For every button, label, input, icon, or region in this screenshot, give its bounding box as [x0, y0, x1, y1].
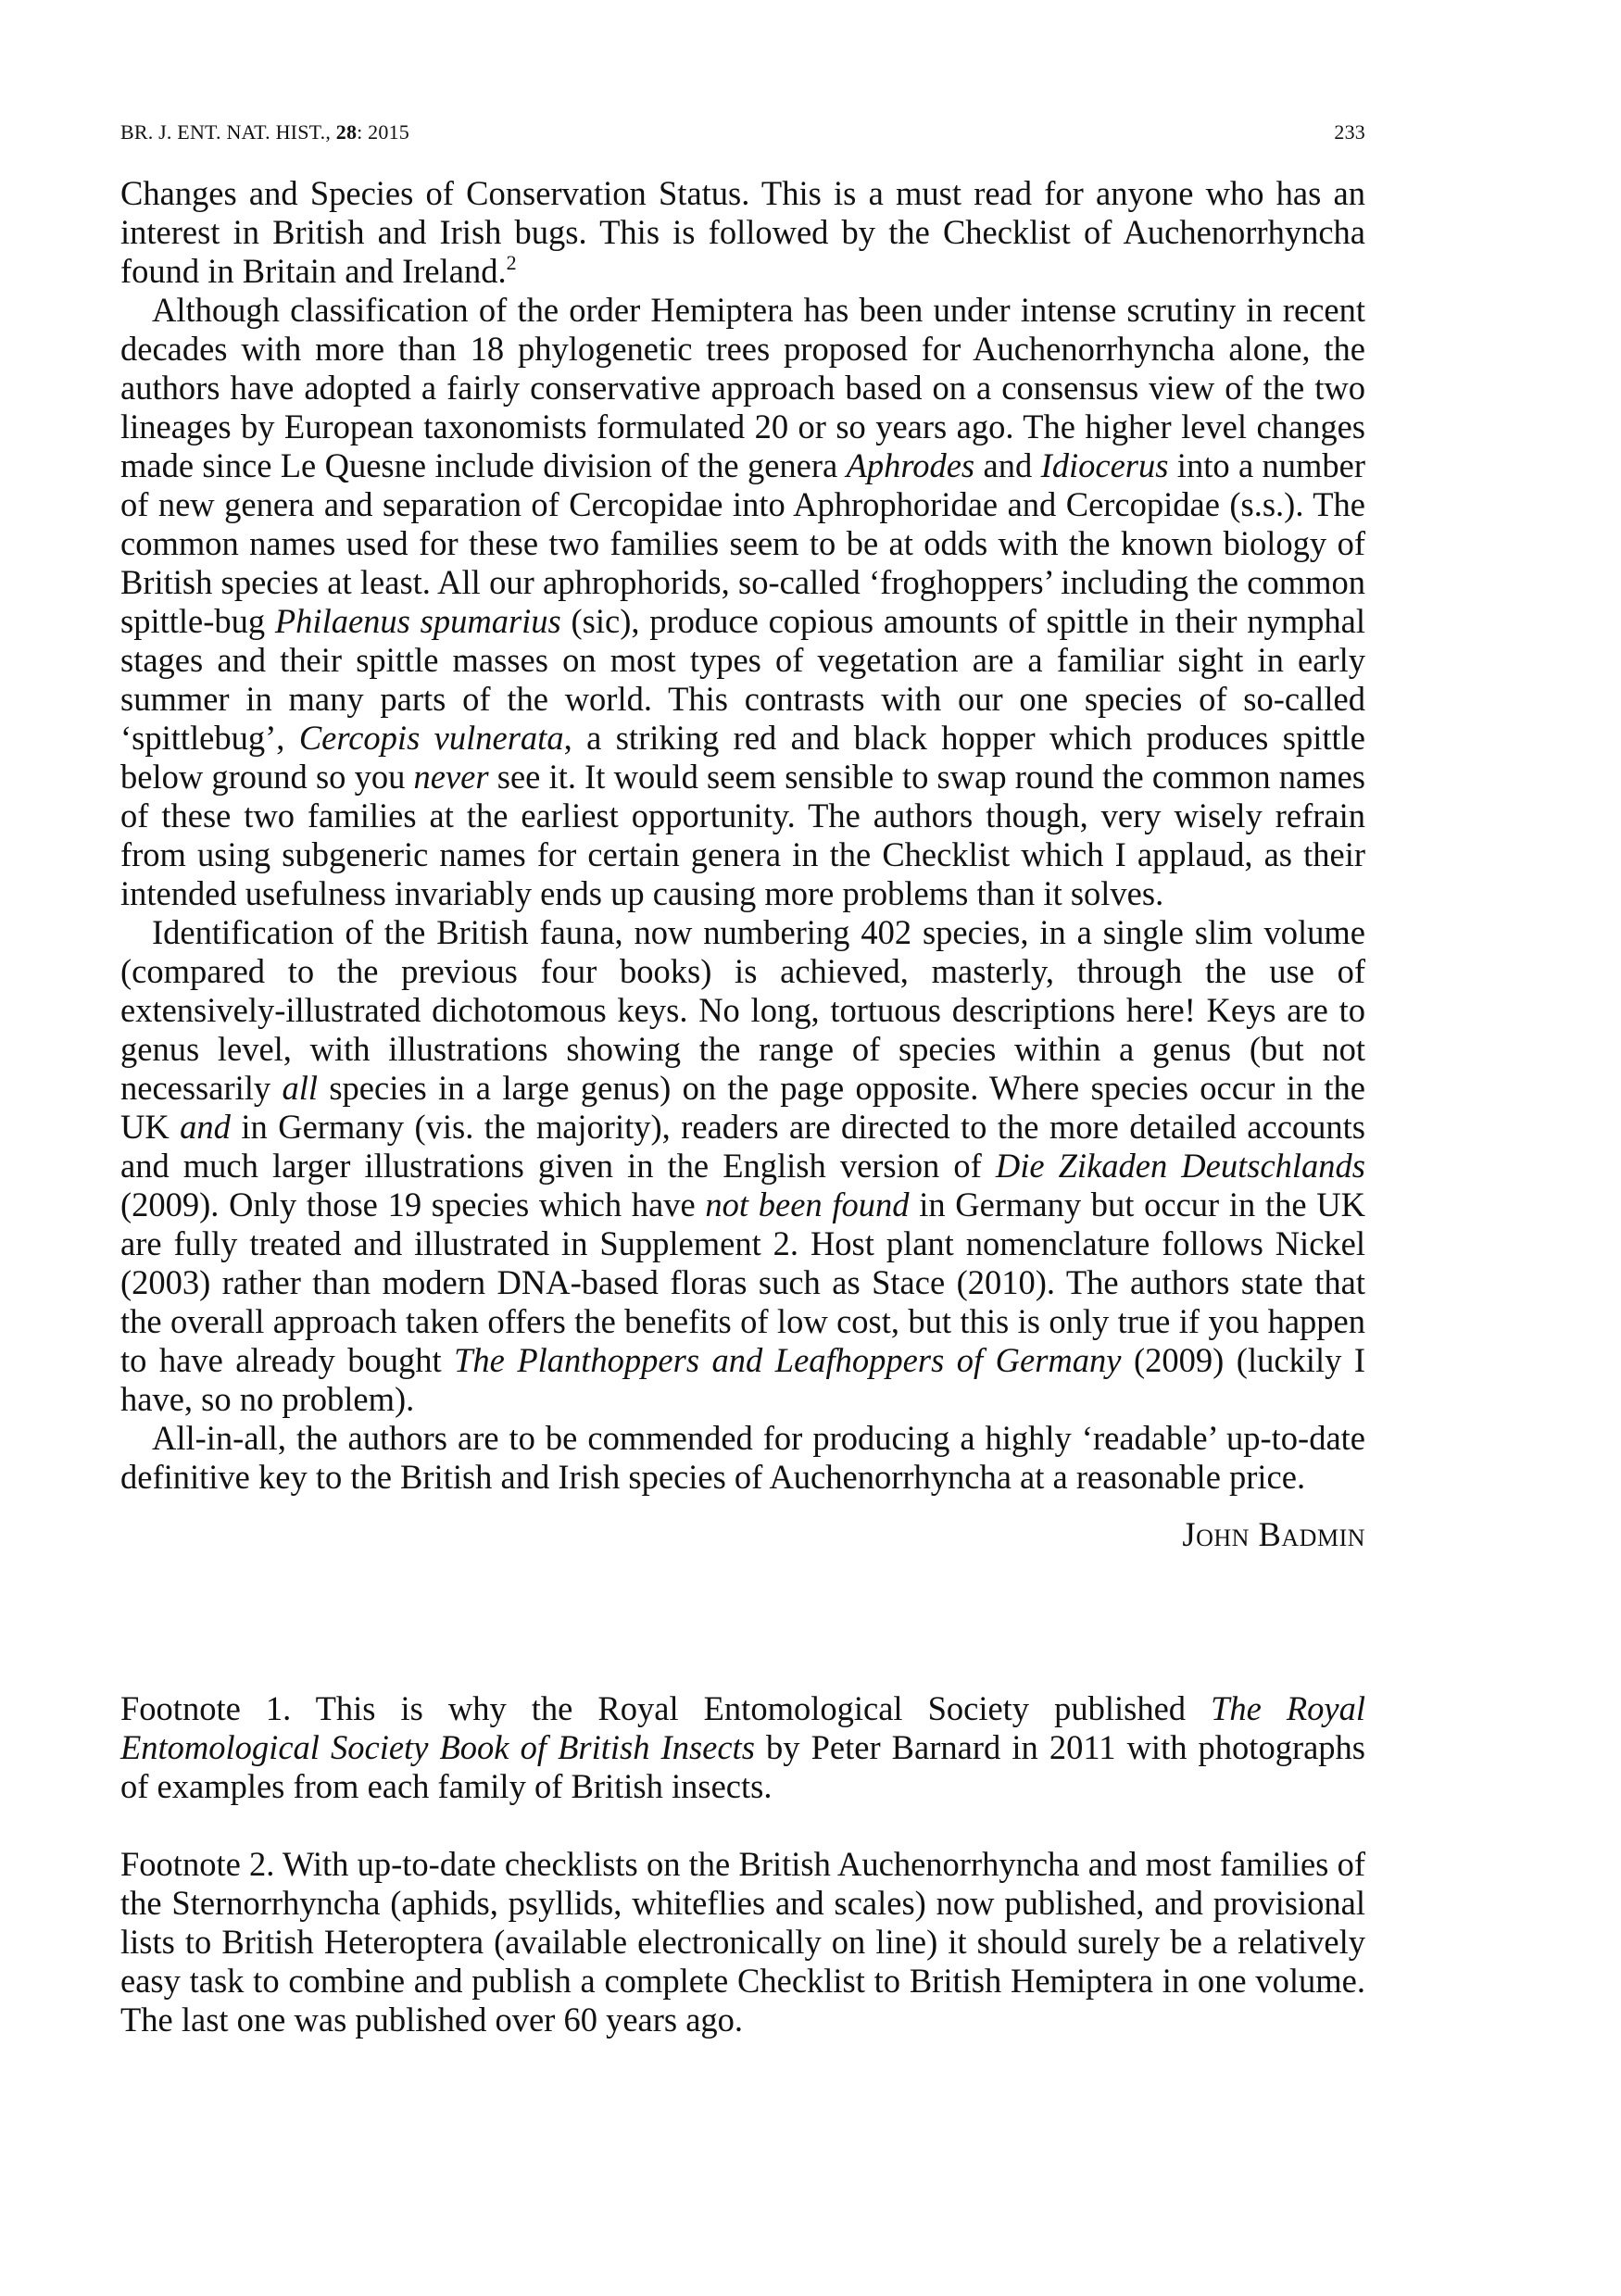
italic-text: The Planthoppers and Leafhoppers of Germany	[454, 1341, 1122, 1379]
text-run: and	[974, 446, 1041, 484]
text-run: by Peter Barnard in 2011 with photographs of examples from each family of British insects.	[120, 1728, 1366, 1805]
italic-text: Philaenus spumarius	[274, 602, 561, 640]
text-run: , a striking red and black hopper which produces spittle below ground so you	[120, 719, 1366, 796]
text-run: (2009) (luckily I have, so no problem).	[120, 1341, 1365, 1418]
text-run: species in a large genus) on the page opposite. Where species occur in the UK	[120, 1069, 1365, 1146]
text-run: see it. It would seem sensible to swap round the common names of these two families at the earliest opportunity. The authors though, very wisely refrain from using subgeneric names for certain genera in the Checklist which I applaud, as their intended usefulness invariably ends up causing more problems than it solves.	[120, 758, 1366, 912]
text-run: (2009). Only those 19 species which have	[120, 1186, 706, 1223]
volume-number: 28	[335, 120, 358, 144]
italic-text: Aphrodes	[846, 446, 975, 484]
review-body	[120, 174, 1365, 1497]
journal-abbrev: BR. J. ENT. NAT. HIST.,	[120, 120, 336, 144]
footnote	[120, 1845, 1365, 2039]
italic-text: Cercopis vulnerata	[298, 719, 564, 757]
journal-citation	[120, 119, 409, 146]
paragraph	[120, 913, 1365, 1419]
footnotes	[120, 1689, 1365, 2039]
author-signature: John Badmin	[1182, 1515, 1365, 1553]
italic-text: The Royal Entomological Society Book of British Insects	[120, 1689, 1365, 1766]
footnote-reference: 2	[506, 251, 517, 274]
italic-text: Die Zikaden Deutschlands	[995, 1147, 1365, 1185]
paragraph	[120, 291, 1365, 913]
text-run: into a number of new genera and separation of Cercopidae into Aphrophoridae and Cercopidae (s.s.). The common names used for these two families seem to be at odds with the known biology of British species at least. All our aphrophorids, so-called ‘froghoppers’ including the common spittle-bug	[120, 446, 1366, 640]
text-run: All-in-all, the authors are to be commended for producing a highly ‘readable’ up-to-date definitive key to the British and Irish species of Auchenorrhyncha at a reasonable price.	[120, 1419, 1365, 1496]
italic-text: never	[413, 758, 489, 796]
text-run: in Germany but occur in the UK are fully treated and illustrated in Supplement 2. Host plant nomenclature follows Nickel (2003) rather than modern DNA-based floras such as Stace (2010). The authors state that the overall approach taken offers the benefits of low cost, but this is only true if you happen to have already bought	[120, 1186, 1366, 1379]
paragraph	[120, 1419, 1365, 1497]
paragraph	[120, 174, 1365, 291]
text-run: in Germany (vis. the majority), readers are directed to the more detailed accounts and much larger illustrations given in the English version of	[120, 1108, 1365, 1185]
page-number: 233	[1334, 120, 1365, 144]
journal-page	[120, 119, 1365, 2078]
italic-text: not been found	[705, 1186, 910, 1223]
journal-year: : 2015	[357, 120, 409, 144]
text-run: (sic), produce copious amounts of spittle in their nymphal stages and their spittle masses on most types of vegetation are a familiar sight in early summer in many parts of the world. This contrasts with our one species of so-called ‘spittlebug’,	[120, 602, 1365, 757]
text-run: Footnote 2. With up-to-date checklists on the British Auchenorrhyncha and most families of the Sternorrhyncha (aphids, psyllids, whiteflies and scales) now published, and provisional lists to British Heteroptera (available electronically on line) it should surely be a relatively easy task to combine and publish a complete Checklist to British Hemiptera in one volume. The last one was published over 60 years ago.	[120, 1845, 1365, 2039]
running-head	[120, 119, 1365, 146]
text-run: Identification of the British fauna, now numbering 402 species, in a single slim volume (compared to the previous four books) is achieved, masterly, through the use of extensively-illustrated dichotomous keys. No long, tortuous descriptions here! Keys are to genus level, with illustrations showing the range of species within a genus (but not necessarily	[120, 913, 1365, 1107]
italic-text: Idiocerus	[1040, 446, 1169, 484]
italic-text: and	[180, 1108, 231, 1146]
text-run: Although classification of the order Hemiptera has been under intense scrutiny in recent decades with more than 18 phylogenetic trees proposed for Auchenorrhyncha alone, the authors have adopted a fairly conservative approach based on a consensus view of the two lineages by European taxonomists formulated 20 or so years ago. The higher level changes made since Le Quesne include division of the genera	[120, 291, 1365, 484]
text-run: Footnote 1. This is why the Royal Entomological Society published	[120, 1689, 1212, 1727]
footnote	[120, 1689, 1365, 1806]
text-run: Changes and Species of Conservation Status. This is a must read for anyone who has an interest in British and Irish bugs. This is followed by the Checklist of Auchenorrhyncha found in Britain and Ireland.	[120, 174, 1365, 290]
italic-text: all	[282, 1069, 319, 1107]
